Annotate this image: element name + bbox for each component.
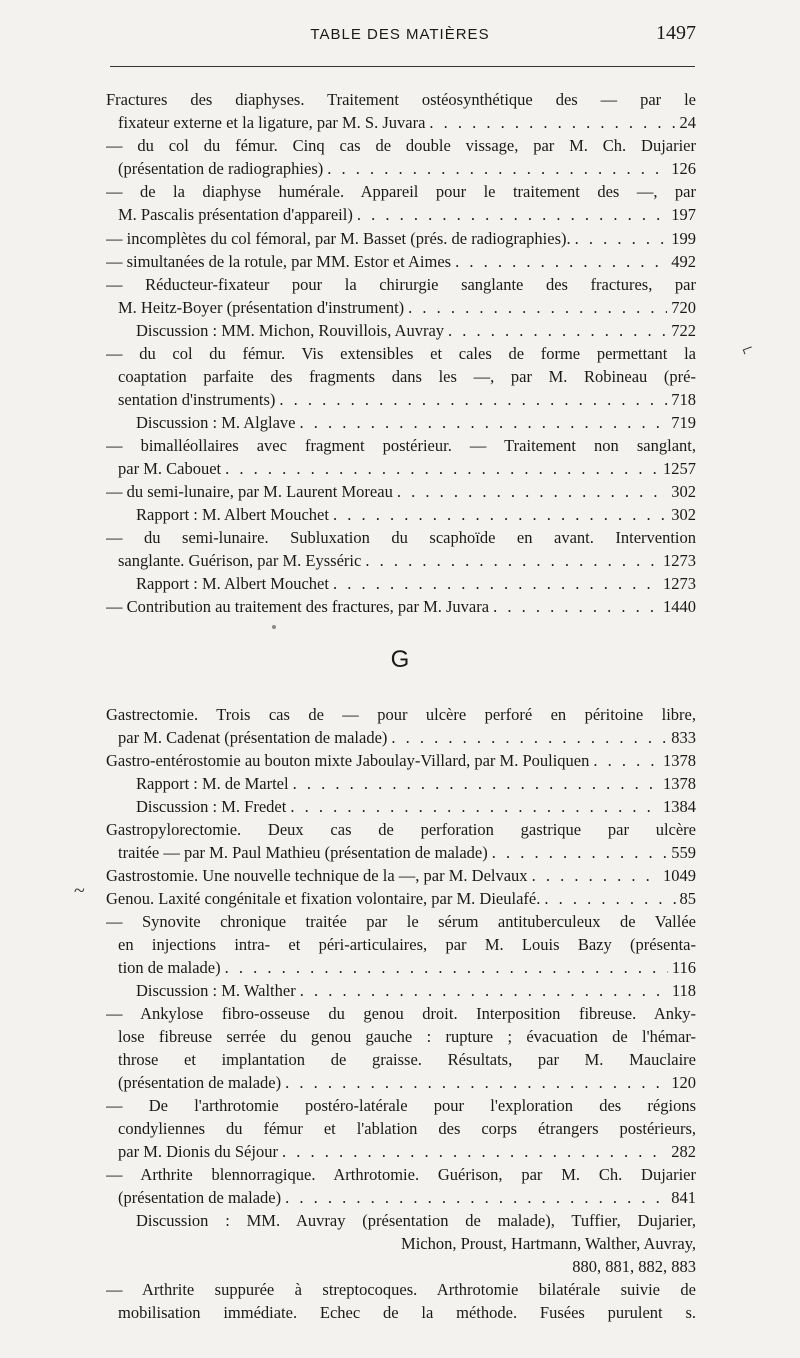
index-line-text: mobilisation immédiate. Echec de la méthode. Fusées purulent s. xyxy=(118,1303,696,1322)
index-line-text: — bimalléollaires avec fragment postérieur. — Traitement non sanglant, xyxy=(106,436,696,455)
index-page-ref: 833 xyxy=(671,728,696,747)
index-line xyxy=(118,203,696,226)
leader-dots xyxy=(285,1186,667,1209)
index-line xyxy=(118,157,696,180)
index-page-ref: 282 xyxy=(671,1142,696,1161)
index-line-text: — Arthrite blennorragique. Arthrotomie. Guérison, par M. Ch. Dujarier xyxy=(106,1165,696,1184)
index-line-text: throse et implantation de graisse. Résultats, par M. Mauclaire xyxy=(118,1050,696,1069)
leader-dots xyxy=(225,956,668,979)
index-page-ref: 199 xyxy=(671,229,696,248)
index-line-text: Rapport : M. de Martel xyxy=(136,774,289,793)
leader-dots xyxy=(333,503,667,526)
index-line-text: — Arthrite suppurée à streptocoques. Arthrotomie bilatérale suivie de xyxy=(106,1280,696,1299)
index-line xyxy=(136,503,696,526)
index-line-text: lose fibreuse serrée du genou gauche : rupture ; évacuation de l'hémar- xyxy=(118,1027,696,1046)
leader-dots xyxy=(448,319,667,342)
margin-hook-mark: ⌐ xyxy=(738,336,757,362)
index-page-ref: 559 xyxy=(671,843,696,862)
leader-dots xyxy=(429,111,675,134)
index-line xyxy=(106,180,696,203)
index-line-text: Gastrectomie. Trois cas de — pour ulcère perforé en péritoine libre, xyxy=(106,705,696,724)
index-line-text: — Synovite chronique traitée par le sérum antituberculeux de Vallée xyxy=(106,912,696,931)
index-line-text: Rapport : M. Albert Mouchet xyxy=(136,505,329,524)
index-line xyxy=(118,111,696,134)
index-line xyxy=(106,434,696,457)
leader-dots xyxy=(333,572,659,595)
index-line-text: en injections intra- et péri-articulaires, par M. Louis Bazy (présenta- xyxy=(118,935,696,954)
index-line-text: — du col du fémur. Vis extensibles et cales de forme permettant la xyxy=(106,344,696,363)
index-line-text: — incomplètes du col fémoral, par M. Basset (prés. de radiographies). xyxy=(106,229,571,248)
index-page-ref: 492 xyxy=(671,252,696,271)
index-line-text: — Contribution au traitement des fractures, par M. Juvara xyxy=(106,597,490,616)
index-line xyxy=(106,1002,696,1025)
leader-dots xyxy=(300,411,668,434)
index-page-ref: 126 xyxy=(671,159,696,178)
index-line xyxy=(106,250,696,273)
index-line-text: traitée — par M. Paul Mathieu (présentation de malade) xyxy=(118,843,488,862)
index-line xyxy=(106,910,696,933)
index-line-text: Discussion : M. Walther xyxy=(136,981,296,1000)
index-line xyxy=(106,480,696,503)
index-line xyxy=(106,864,696,887)
index-line xyxy=(106,1278,696,1301)
index-line-text: Gastrostomie. Une nouvelle technique de la —, par M. Delvaux xyxy=(106,866,528,885)
index-line xyxy=(136,572,696,595)
index-line xyxy=(106,1255,696,1278)
index-line xyxy=(118,956,696,979)
index-line-text: par M. Cabouet xyxy=(118,459,222,478)
index-line-text: Discussion : M. Fredet xyxy=(136,797,287,816)
index-page-ref: 85 xyxy=(679,889,696,908)
index-line xyxy=(106,227,696,250)
index-line-text: tion de malade) xyxy=(118,958,221,977)
index-line xyxy=(118,388,696,411)
index-line xyxy=(118,365,696,388)
index-line xyxy=(106,1163,696,1186)
index-line xyxy=(118,1025,696,1048)
leader-dots xyxy=(279,388,667,411)
leader-dots xyxy=(300,979,668,1002)
index-line xyxy=(118,1048,696,1071)
index-line-text: (présentation de malade) xyxy=(118,1188,282,1207)
leader-dots xyxy=(397,480,667,503)
index-line xyxy=(106,342,696,365)
leader-dots xyxy=(365,549,659,572)
index-line-text: M. Pascalis présentation d'appareil) xyxy=(118,205,353,224)
index-line xyxy=(106,818,696,841)
index-page-ref: 302 xyxy=(671,482,696,501)
leader-dots xyxy=(455,250,667,273)
leader-dots xyxy=(532,864,659,887)
index-line-text: Discussion : M. Alglave xyxy=(136,413,296,432)
index-line xyxy=(118,296,696,319)
leader-dots xyxy=(225,457,659,480)
index-line-text: — de la diaphyse humérale. Appareil pour le traitement des —, par xyxy=(106,182,696,201)
index-page-ref: 24 xyxy=(679,113,696,132)
index-page-ref: 1384 xyxy=(663,797,696,816)
index-line-text: — simultanées de la rotule, par MM. Estor et Aimes xyxy=(106,252,452,271)
leader-dots xyxy=(290,795,659,818)
index-page-ref: 719 xyxy=(671,413,696,432)
index-line xyxy=(118,726,696,749)
index-line-text: sentation d'instruments) xyxy=(118,390,276,409)
index-page-ref: 722 xyxy=(671,321,696,340)
index-page-ref: 118 xyxy=(671,981,696,1000)
index-line xyxy=(106,1232,696,1255)
index-line xyxy=(136,772,696,795)
index-line xyxy=(118,1117,696,1140)
index-line-text: M. Heitz-Boyer (présentation d'instrument) xyxy=(118,298,405,317)
index-line-text: par M. Cadenat (présentation de malade) xyxy=(118,728,388,747)
section-letter: G xyxy=(390,646,410,673)
index-line-text: — Réducteur-fixateur pour la chirurgie sanglante des fractures, par xyxy=(106,275,696,294)
index-line xyxy=(136,979,696,1002)
index-line-text: — du semi-lunaire. Subluxation du scaphoïde en avant. Intervention xyxy=(106,528,696,547)
index-page-ref: 302 xyxy=(671,505,696,524)
index-line-text: Fractures des diaphyses. Traitement ostéosynthétique des — par le xyxy=(106,90,696,109)
index-line xyxy=(106,703,696,726)
index-page-ref: 1257 xyxy=(663,459,696,478)
index-line-text: coaptation parfaite des fragments dans les —, par M. Robineau (pré- xyxy=(118,367,696,386)
leader-dots xyxy=(493,595,659,618)
index-page-ref: 1378 xyxy=(663,751,696,770)
margin-tilde-mark: ~ xyxy=(74,880,85,902)
index-line-text: Discussion : MM. Auvray (présentation de malade), Tuffier, Dujarier, xyxy=(136,1211,696,1230)
index-page-ref: 718 xyxy=(671,390,696,409)
index-line xyxy=(118,1071,696,1094)
index-line-text: (présentation de radiographies) xyxy=(118,159,324,178)
leader-dots xyxy=(282,1140,667,1163)
index-line-text: fixateur externe et la ligature, par M. S. Juvara xyxy=(118,113,426,132)
index-line xyxy=(136,795,696,818)
ink-speck xyxy=(272,625,276,629)
index-page-ref: 841 xyxy=(671,1188,696,1207)
index-line-text: 880, 881, 882, 883 xyxy=(572,1257,696,1276)
index-line xyxy=(106,88,696,111)
index-line-text: (présentation de malade) xyxy=(118,1073,282,1092)
index-line-text: Michon, Proust, Hartmann, Walther, Auvray, xyxy=(401,1234,696,1253)
index-line-text: condyliennes du fémur et l'ablation des corps étrangers postérieurs, xyxy=(118,1119,696,1138)
index-line xyxy=(118,457,696,480)
index-line-text: — du semi-lunaire, par M. Laurent Moreau xyxy=(106,482,393,501)
index-line xyxy=(118,933,696,956)
index-line xyxy=(118,1301,696,1324)
leader-dots xyxy=(357,203,667,226)
index-page-ref: 720 xyxy=(671,298,696,317)
index-line-text: Genou. Laxité congénitale et fixation volontaire, par M. Dieulafé. xyxy=(106,889,541,908)
index-line-text: par M. Dionis du Séjour xyxy=(118,1142,278,1161)
index-line xyxy=(106,595,696,618)
index-page-ref: 1378 xyxy=(663,774,696,793)
index-line xyxy=(118,1140,696,1163)
index-line xyxy=(106,887,696,910)
index-line xyxy=(118,841,696,864)
index-page-ref: 1440 xyxy=(663,597,696,616)
leader-dots xyxy=(327,157,667,180)
index-line-text: Rapport : M. Albert Mouchet xyxy=(136,574,329,593)
index-line xyxy=(136,411,696,434)
leader-dots xyxy=(593,749,659,772)
index-line xyxy=(118,549,696,572)
index-line-text: — Ankylose fibro-osseuse du genou droit. Interposition fibreuse. Anky- xyxy=(106,1004,696,1023)
index-line xyxy=(136,1209,696,1232)
index-line-text: Gastropylorectomie. Deux cas de perforation gastrique par ulcère xyxy=(106,820,696,839)
header-rule xyxy=(110,66,695,67)
index-line xyxy=(106,273,696,296)
index-page-ref: 197 xyxy=(671,205,696,224)
index-page-ref: 120 xyxy=(671,1073,696,1092)
leader-dots xyxy=(285,1071,667,1094)
index-page-ref: 116 xyxy=(671,958,696,977)
index-line-text: Discussion : MM. Michon, Rouvillois, Auvray xyxy=(136,321,445,340)
index-line xyxy=(106,526,696,549)
index-page-ref: 1049 xyxy=(663,866,696,885)
index-page-ref: 1273 xyxy=(663,551,696,570)
leader-dots xyxy=(492,841,668,864)
index-line-text: — du col du fémur. Cinq cas de double vissage, par M. Ch. Dujarier xyxy=(106,136,696,155)
leader-dots xyxy=(408,296,667,319)
index-line xyxy=(136,319,696,342)
page-number: 1497 xyxy=(656,22,696,44)
index-line xyxy=(106,749,696,772)
index-line-text: — De l'arthrotomie postéro-latérale pour l'exploration des régions xyxy=(106,1096,696,1115)
leader-dots xyxy=(544,887,675,910)
leader-dots xyxy=(391,726,667,749)
running-header-title: TABLE DES MATIÈRES xyxy=(310,26,490,43)
leader-dots xyxy=(575,227,668,250)
index-line-text: Gastro-entérostomie au bouton mixte Jaboulay-Villard, par M. Pouliquen xyxy=(106,751,590,770)
index-line xyxy=(106,134,696,157)
leader-dots xyxy=(293,772,659,795)
index-line-text: sanglante. Guérison, par M. Eysséric xyxy=(118,551,362,570)
index-line xyxy=(118,1186,696,1209)
index-page-ref: 1273 xyxy=(663,574,696,593)
index-line xyxy=(106,1094,696,1117)
